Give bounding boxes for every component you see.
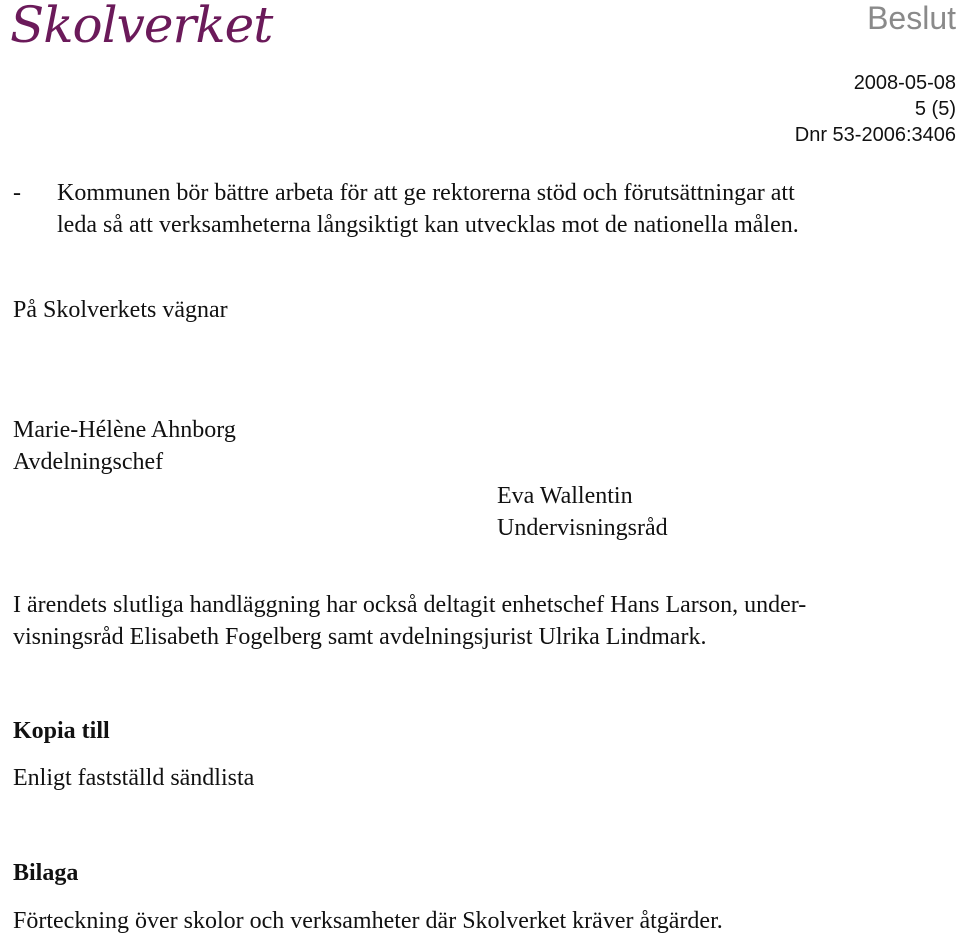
signer1-title: Avdelningschef: [13, 449, 164, 475]
case-number: Dnr 53-2006:3406: [794, 124, 956, 146]
attachment-heading: Bilaga: [13, 860, 79, 886]
bullet-line-2: leda så att verksamheterna långsiktigt kan utvecklas mot de nationella målen.: [57, 212, 799, 238]
signer2-name: Eva Wallentin: [497, 483, 633, 509]
participants-line-1: I ärendets slutliga handläggning har också deltagit enhetschef Hans Larson, under-: [13, 592, 807, 618]
signer1-name: Marie-Hélène Ahnborg: [13, 417, 236, 443]
document-type: Beslut: [867, 0, 956, 36]
copy-heading: Kopia till: [13, 718, 110, 744]
page-number: 5 (5): [914, 98, 956, 120]
attachment-text: Förteckning över skolor och verksamheter där Skolverket kräver åtgärder.: [13, 908, 723, 934]
skolverket-logo: Skolverket: [10, 0, 273, 54]
bullet-line-1: Kommunen bör bättre arbeta för att ge rektorerna stöd och förutsättningar att: [57, 180, 795, 206]
signer2-title: Undervisningsråd: [497, 515, 668, 541]
participants-line-2: visningsråd Elisabeth Fogelberg samt avdelningsjurist Ulrika Lindmark.: [13, 624, 707, 650]
bullet-marker: -: [13, 180, 21, 206]
copy-text: Enligt fastställd sändlista: [13, 765, 255, 791]
document-date: 2008-05-08: [853, 72, 956, 94]
signoff: På Skolverkets vägnar: [13, 297, 228, 323]
